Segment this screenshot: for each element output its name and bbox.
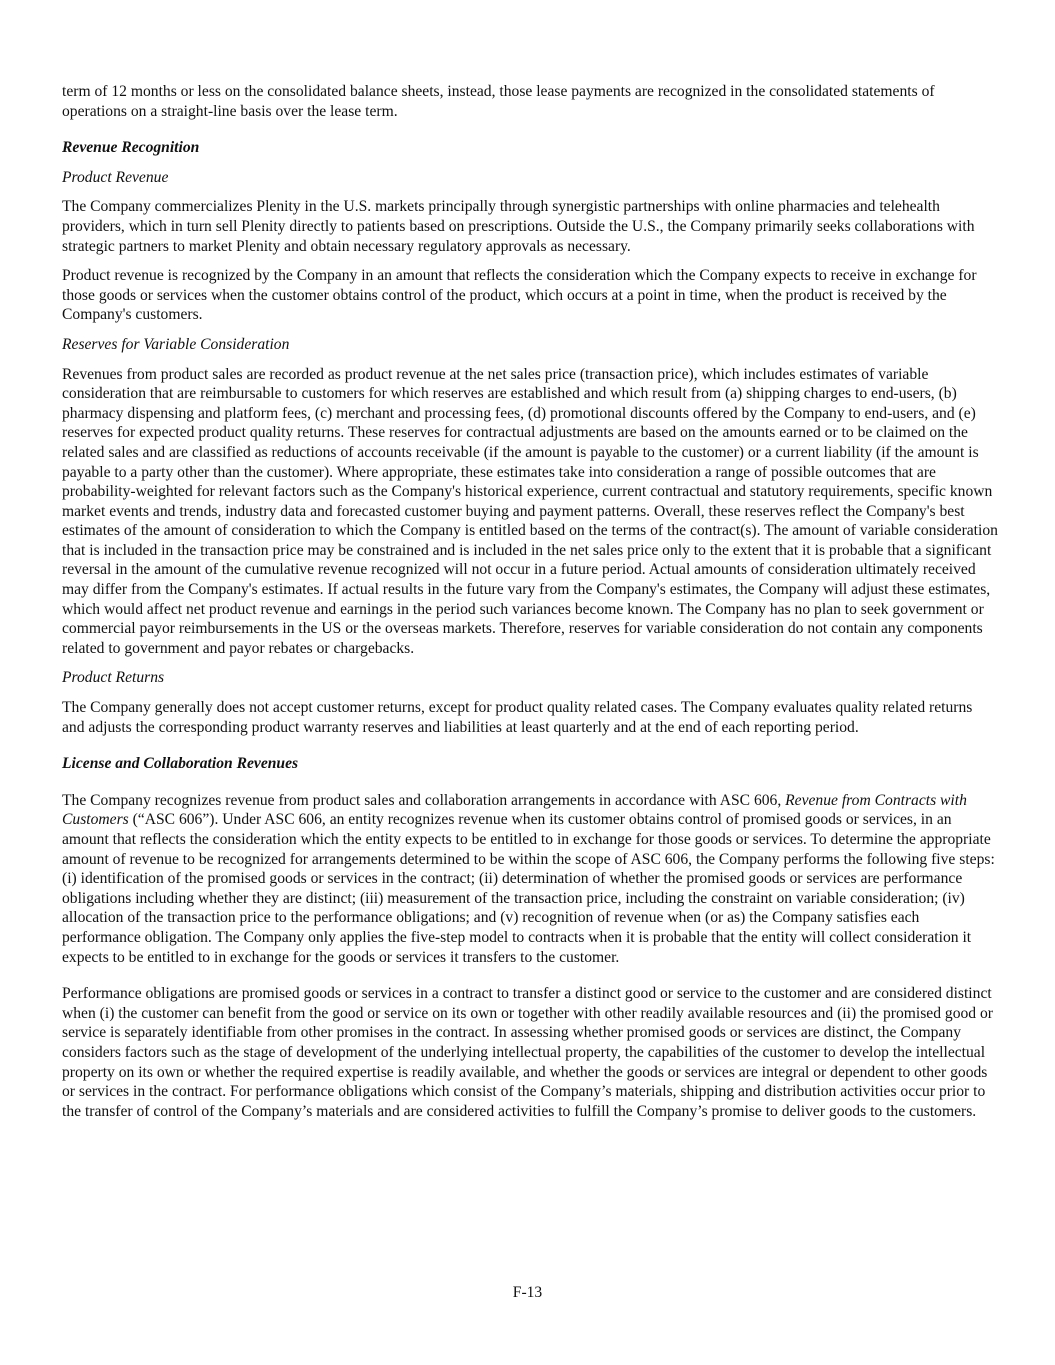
- product-returns-heading: Product Returns: [62, 669, 165, 687]
- license-p1-rest: (“ASC 606”). Under ASC 606, an entity recognizes revenue when its customer obtains control of promised goods or services, in an amount that reflects the consideration which the entity expects to be entitled to in exchange for those goods or services. To determine the appropriate amount of revenue to be recognized for arrangements determined to be within the scope of ASC 606, the Company performs the following five steps: (i) identification of the promised goods or services in the contract; (ii) determination of whether the promised goods or services are performance obligations including whether they are distinct; (iii) measurement of the transaction price, including the constraint on variable consideration; (iv) allocation of the transaction price to the performance obligations; and (v) recognition of revenue when (or as) the Company satisfies each performance obligation. The Company only applies the five-step model to contracts when it is probable that the entity will collect consideration it expects to be entitled to in exchange for the goods or services it transfers to the customer.: [62, 811, 995, 966]
- license-collaboration-heading: License and Collaboration Revenues: [62, 755, 299, 773]
- document-page: [62, 82, 998, 1131]
- asc-606-title: Revenue from Contracts with Customers: [62, 791, 967, 829]
- product-returns-paragraph: The Company generally does not accept customer returns, except for product quality related cases. The Company evaluates quality related returns and adjusts the corresponding product warranty reserves and liabilities at least quarterly and at the end of each reporting period.: [62, 699, 973, 736]
- reserves-paragraph: Revenues from product sales are recorded as product revenue at the net sales price (transaction price), which includes estimates of variable consideration that are reimbursable to customers for which reserves are established and which result from (a) shipping charges to end-users, (b) pharmacy dispensing and platform fees, (c) merchant and processing fees, (d) promotional discounts offered by the Company to end-users, and (e) reserves for expected product quality returns. These reserves for contractual adjustments are based on the amounts earned or to be claimed on the related sales and are classified as reductions of accounts receivable (if the amount is payable to the customer) or a current liability (if the amount is payable to a party other than the customer). Where appropriate, these estimates take into consideration a range of possible outcomes that are probability-weighted for relevant factors such as the Company's historical experience, current contractual and statutory requirements, specific known market events and trends, industry data and forecasted customer buying and payment patterns. Overall, these reserves reflect the Company's best estimates of the amount of consideration to which the Company is entitled based on the terms of the contract(s). The amount of variable consideration that is included in the transaction price may be constrained and is included in the net sales price only to the extent that it is probable that a significant reversal in the amount of the cumulative revenue recognized will not occur in a future period. Actual amounts of consideration ultimately received may differ from the Company's estimates. If actual results in the future vary from the Company's estimates, the Company will adjust these estimates, which would affect net product revenue and earnings in the period such variances become known. The Company has no plan to seek government or commercial payor reimbursements in the US or the overseas markets. Therefore, reserves for variable consideration do not contain any components related to government and payor rebates or chargebacks.: [62, 365, 998, 657]
- product-revenue-paragraph-2: Product revenue is recognized by the Company in an amount that reflects the consideration which the Company expects to receive in exchange for those goods or services when the customer obtains control of the product, which occurs at a point in time, when the product is received by the Company's customers.: [62, 267, 977, 324]
- license-paragraph-2: Performance obligations are promised goods or services in a contract to transfer a distinct good or service to the customer and are considered distinct when (i) the customer can benefit from the good or service on its own or together with other readily available resources and (ii) the promised good or service is separately identifiable from other promises in the contract. In assessing whether promised goods or services are distinct, the Company considers factors such as the stage of development of the underlying intellectual property, the capabilities of the customer to develop the intellectual property on its own or whether the required expertise is readily available, and whether the goods or services are integral or dependent to other goods or services in the contract. For performance obligations which consist of the Company’s materials, shipping and distribution activities occur prior to the transfer of control of the Company’s materials and are considered activities to fulfill the Company’s promise to deliver goods to the customers.: [62, 985, 993, 1120]
- page-number: F-13: [512, 1284, 543, 1301]
- license-paragraph-1: [62, 791, 998, 967]
- product-revenue-paragraph-1: The Company commercializes Plenity in the U.S. markets principally through synergistic partnerships with online pharmacies and telehealth providers, which in turn sell Plenity directly to patients based on prescriptions. Outside the U.S., the Company primarily seeks collaborations with strategic partners to market Plenity and obtain necessary regulatory approvals as necessary.: [62, 198, 975, 255]
- reserves-heading: Reserves for Variable Consideration: [62, 335, 290, 353]
- product-revenue-heading: Product Revenue: [62, 168, 169, 186]
- revenue-recognition-heading: Revenue Recognition: [62, 139, 200, 157]
- intro-paragraph: term of 12 months or less on the consolidated balance sheets, instead, those lease payments are recognized in the consolidated statements of operations on a straight-line basis over the lease term.: [62, 83, 935, 120]
- license-p1-start: The Company recognizes revenue from product sales and collaboration arrangements in accordance with ASC 606,: [62, 791, 786, 809]
